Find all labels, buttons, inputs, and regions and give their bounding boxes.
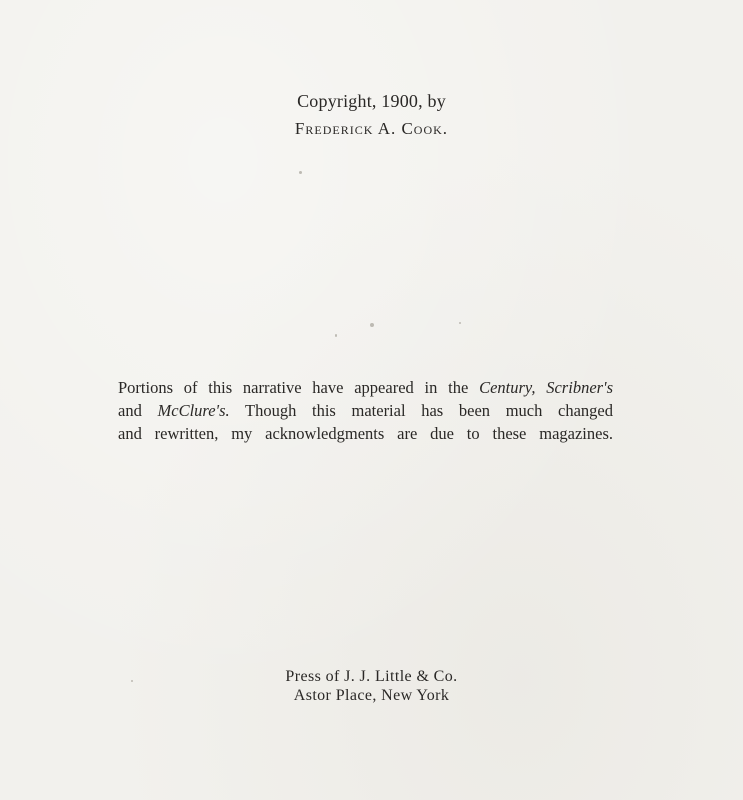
paper-speck: [370, 323, 374, 327]
acknowledgment-text: Portions of this narrative have appeared in the: [118, 378, 480, 397]
acknowledgment-text: and: [118, 401, 158, 420]
acknowledgment-line-2: [118, 399, 613, 422]
paper-speck: [459, 322, 461, 324]
magazine-title-scribners: Scribner's: [546, 378, 614, 397]
acknowledgment-text: [535, 378, 546, 397]
acknowledgment-line-1: [118, 376, 613, 399]
author-name: Frederick A. Cook.: [294, 119, 449, 138]
copyright-notice: [0, 88, 743, 142]
magazine-title-century: Century,: [479, 378, 536, 397]
printer-name: Press of J. J. Little & Co.: [285, 668, 458, 685]
acknowledgment-line-3: and rewritten, my acknowledgments are due to these magazines.: [118, 424, 613, 443]
paper-speck: [335, 334, 337, 337]
acknowledgment-text: Though this material has been much changed: [229, 401, 613, 420]
printer-imprint: [0, 667, 743, 705]
acknowledgment-paragraph: [118, 376, 613, 445]
magazine-title-mcclures: McClure's.: [157, 401, 230, 420]
printer-address: Astor Place, New York: [293, 687, 450, 704]
paper-speck: [299, 171, 302, 174]
copyright-line: Copyright, 1900, by: [297, 91, 446, 111]
